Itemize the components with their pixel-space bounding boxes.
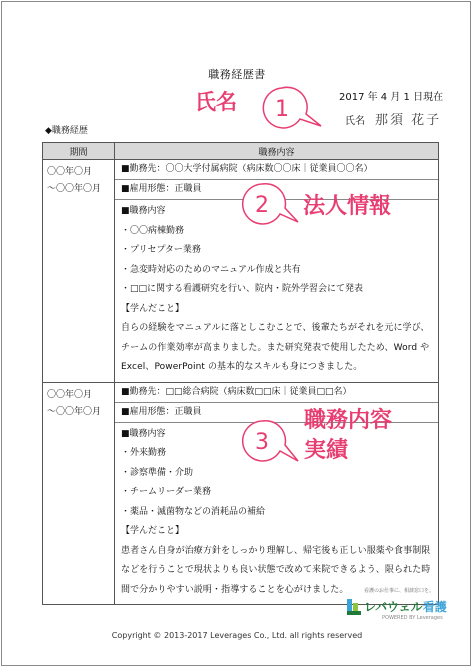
name-row: [345, 109, 441, 128]
period-to: ～〇〇年〇月: [47, 184, 102, 194]
annotation-2-number: 2: [255, 193, 269, 218]
annotation-3-label-line1: 職務内容: [304, 408, 393, 433]
duty-item: ・プリセプター業務: [121, 245, 201, 255]
logo-tagline: 看護のお仕事に、相談窓口を。: [363, 588, 434, 594]
leverages-logo: [346, 587, 452, 625]
duty-item: ・薬品・滅菌物などの消耗品の補給: [121, 506, 266, 517]
header-content: 職務内容: [115, 143, 439, 160]
duties-heading: ■職務内容: [121, 206, 166, 216]
period-from: 〇〇年〇月: [47, 389, 93, 400]
copyright: Copyright © 2013-2017 Leverages Co., Ltd. all rights reserved: [111, 631, 363, 640]
logo-mark-icon: [346, 597, 362, 617]
employment-type: ■雇用形態：正職員: [115, 180, 438, 200]
period-to: ～〇〇年〇月: [47, 406, 102, 417]
period-from: 〇〇年〇月: [47, 167, 93, 177]
table-header-row: [43, 143, 439, 160]
logo-name: [364, 598, 447, 615]
duty-item: ・外来勤務: [121, 448, 167, 458]
annotation-3-number: 3: [255, 430, 269, 455]
name-label: 氏名: [345, 116, 365, 127]
document-title: 職務経歴書: [208, 68, 266, 81]
annotation-2-bubble: [238, 180, 302, 226]
period-cell: [43, 160, 115, 383]
duty-item: ・□□に関する看護研究を行い、院内・院外学習会にて発表: [121, 284, 364, 294]
header-period: 期間: [43, 143, 115, 160]
annotation-1-number: 1: [275, 97, 289, 122]
annotation-3-bubble: [238, 415, 302, 465]
name-value: 那須 花子: [375, 113, 442, 128]
duties-block: [115, 200, 438, 382]
document-date: 2017 年 4 月 1 日現在: [339, 92, 444, 103]
logo-subtitle: POWERED BY Leverages: [382, 615, 443, 621]
duty-item: ・診察準備・介助: [121, 467, 194, 478]
logo-name-main: レバウェル: [364, 600, 423, 614]
learned-heading: 【学んだこと】: [121, 526, 185, 536]
duties-heading: ■職務内容: [121, 428, 166, 439]
learned-text: 患者さん自身が治療方針をしっかり理解し、帰宅後も正しい服薬や食事制限などを行うことで現状よりも良い状態で改めて来院できるよう、限られた時間で分かりやすい説明・指導することを心がけました。: [121, 545, 431, 595]
section-label: ◆職務経歴: [45, 126, 88, 136]
annotation-2-label: 法人情報: [303, 194, 392, 219]
employer: ■勤務先：□□総合病院（病床数□□床｜従業員□□名）: [115, 383, 438, 403]
duty-item: ・〇〇病棟勤務: [121, 225, 185, 236]
annotation-1-label: 氏名: [195, 90, 237, 114]
learned-text: 自らの経験をマニュアルに落としこむことで、後輩たちがそれを元に学び、チームの作業効率が高まりました。また研究発表で使用したため、Word や Excel、PowerPoint の基本的なスキルも身につきました。: [121, 323, 430, 372]
employer: ■勤務先：〇〇大学付属病院（病床数〇〇床｜従業員〇〇名）: [115, 160, 438, 180]
logo-name-accent: 看護: [422, 600, 447, 614]
learned-heading: 【学んだこと】: [121, 303, 185, 314]
period-cell: [43, 382, 115, 605]
duty-item: ・チームリーダー業務: [121, 487, 212, 497]
resume-page: [1, 1, 471, 666]
duty-item: ・急変時対応のためのマニュアル作成と共有: [121, 264, 301, 275]
employment-type: ■雇用形態：正職員: [115, 403, 438, 423]
annotation-3-label-line2: 実績: [304, 438, 349, 463]
annotation-1-bubble: [260, 86, 326, 132]
